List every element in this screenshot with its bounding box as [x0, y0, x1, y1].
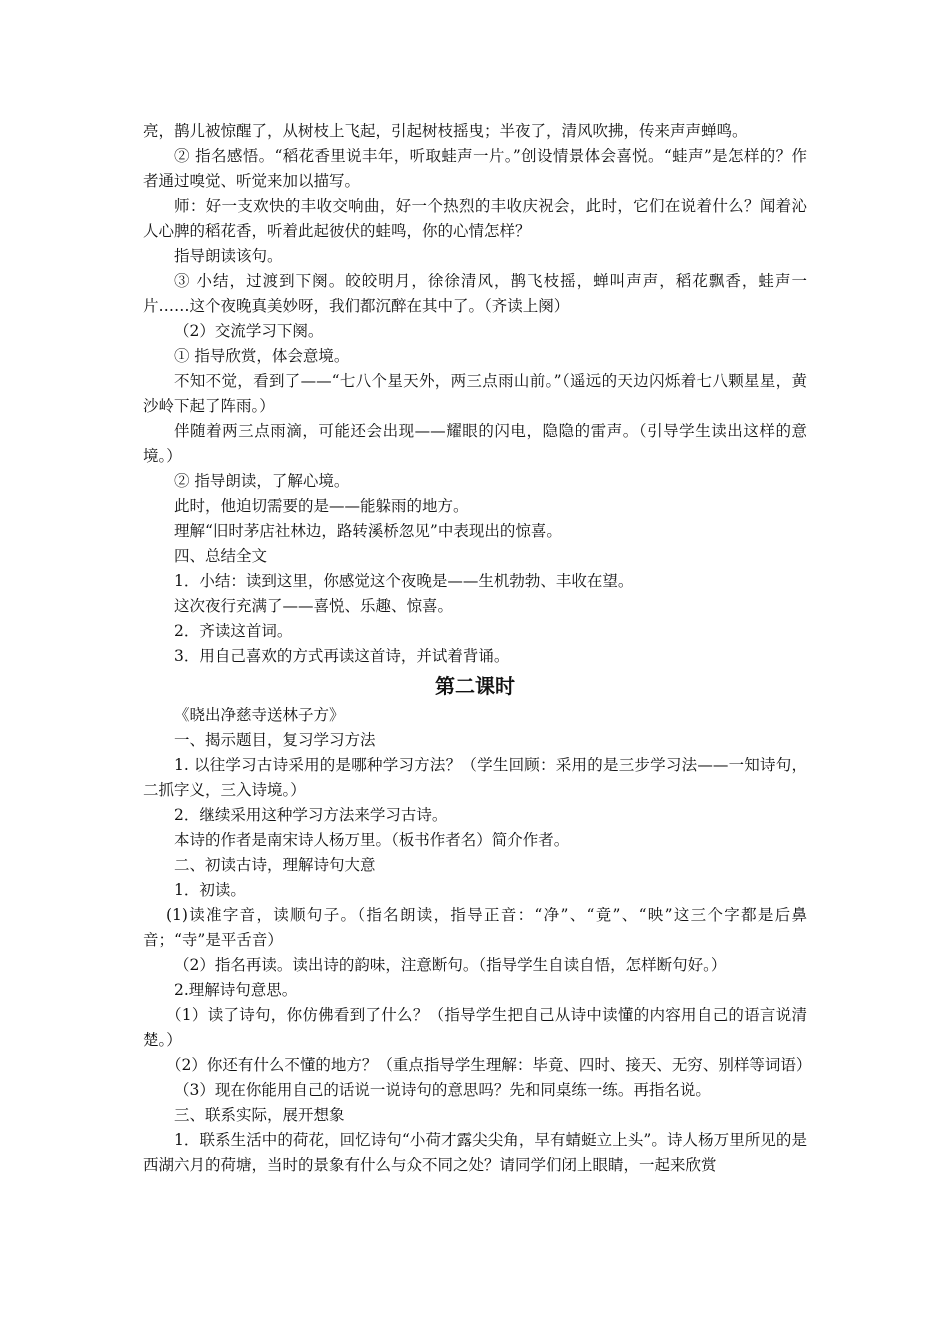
paragraph: 这次夜行充满了——喜悦、乐趣、惊喜。 — [174, 597, 454, 615]
paragraph: 1．小结：读到这里，你感觉这个夜晚是——生机勃勃、丰收在望。 — [174, 572, 634, 590]
paragraph: 2．齐读这首词。 — [174, 622, 293, 640]
paragraph: 《晓出净慈寺送林子方》 — [174, 706, 345, 724]
paragraph: 指导朗读该句。 — [174, 247, 283, 265]
paragraph: 理解“旧时茅店社林边，路转溪桥忽见”中表现出的惊喜。 — [174, 522, 562, 540]
lesson-section-1 — [143, 119, 807, 669]
paragraph: 本诗的作者是南宋诗人杨万里。（板书作者名）简介作者。 — [174, 831, 570, 849]
paragraph: (1)读准字音，读顺句子。（指名朗读，指导正音：“净”、“竟”、“映”这三个字都是后鼻音；“寺”是平舌音） — [143, 906, 807, 949]
paragraph: 2．继续采用这种学习方法来学习古诗。 — [174, 806, 448, 824]
paragraph: （1）读了诗句，你仿佛看到了什么？（指导学生把自己从诗中读懂的内容用自己的语言说清楚。） — [143, 1006, 807, 1049]
paragraph: ② 指导朗读，了解心境。 — [174, 472, 350, 490]
document-page — [143, 119, 812, 1178]
paragraph: 1．初读。 — [174, 881, 246, 899]
section-heading: 第二课时 — [435, 674, 515, 698]
paragraph: 四、总结全文 — [174, 547, 268, 565]
paragraph: 3．用自己喜欢的方式再读这首诗，并试着背诵。 — [174, 647, 510, 665]
paragraph: 1. 以往学习古诗采用的是哪种学习方法？（学生回顾：采用的是三步学习法——一知诗句，二抓字义，三入诗境。） — [143, 756, 807, 799]
paragraph: ③ 小结，过渡到下阕。皎皎明月，徐徐清风，鹊飞枝摇，蝉叫声声，稻花飘香，蛙声一片……这个夜晚真美妙呀，我们都沉醉在其中了。（齐读上阕） — [143, 272, 807, 315]
paragraph: 伴随着两三点雨滴，可能还会出现——耀眼的闪电，隐隐的雷声。（引导学生读出这样的意境。） — [143, 422, 807, 465]
paragraph: 亮，鹊儿被惊醒了，从树枝上飞起，引起树枝摇曳；半夜了，清风吹拂，传来声声蝉鸣。 — [143, 122, 748, 140]
paragraph: 二、初读古诗，理解诗句大意 — [174, 856, 376, 874]
paragraph: 2.理解诗句意思。 — [174, 981, 298, 999]
paragraph: 师：好一支欢快的丰收交响曲，好一个热烈的丰收庆祝会，此时，它们在说着什么？闻着沁人心脾的稻花香，听着此起彼伏的蛙鸣，你的心情怎样？ — [143, 197, 807, 240]
paragraph: 不知不觉，看到了——“七八个星天外，两三点雨山前。”（遥远的天边闪烁着七八颗星星，黄沙岭下起了阵雨。） — [143, 372, 807, 415]
paragraph: （2）指名再读。读出诗的韵味，注意断句。（指导学生自读自悟，怎样断句好。） — [174, 956, 727, 974]
lesson-section-2 — [143, 703, 812, 1178]
paragraph: 一、揭示题目，复习学习方法 — [174, 731, 376, 749]
paragraph: （2）交流学习下阕。 — [174, 322, 324, 340]
paragraph: 1．联系生活中的荷花，回忆诗句“小荷才露尖尖角，早有蜻蜓立上头”。诗人杨万里所见的是西湖六月的荷塘，当时的景象有什么与众不同之处？请同学们闭上眼睛，一起来欣赏 — [143, 1131, 807, 1174]
paragraph: ① 指导欣赏，体会意境。 — [174, 347, 350, 365]
paragraph: （2）你还有什么不懂的地方？（重点指导学生理解：毕竟、四时、接天、无穷、别样等词语） — [166, 1056, 812, 1074]
paragraph: 三、联系实际，展开想象 — [174, 1106, 345, 1124]
paragraph: （3）现在你能用自己的话说一说诗句的意思吗？先和同桌练一练。再指名说。 — [174, 1081, 711, 1099]
paragraph: ② 指名感悟。“稻花香里说丰年，听取蛙声一片。”创设情景体会喜悦。“蛙声”是怎样的？作者通过嗅觉、听觉来加以描写。 — [143, 147, 807, 190]
paragraph: 此时，他迫切需要的是——能躲雨的地方。 — [174, 497, 469, 515]
